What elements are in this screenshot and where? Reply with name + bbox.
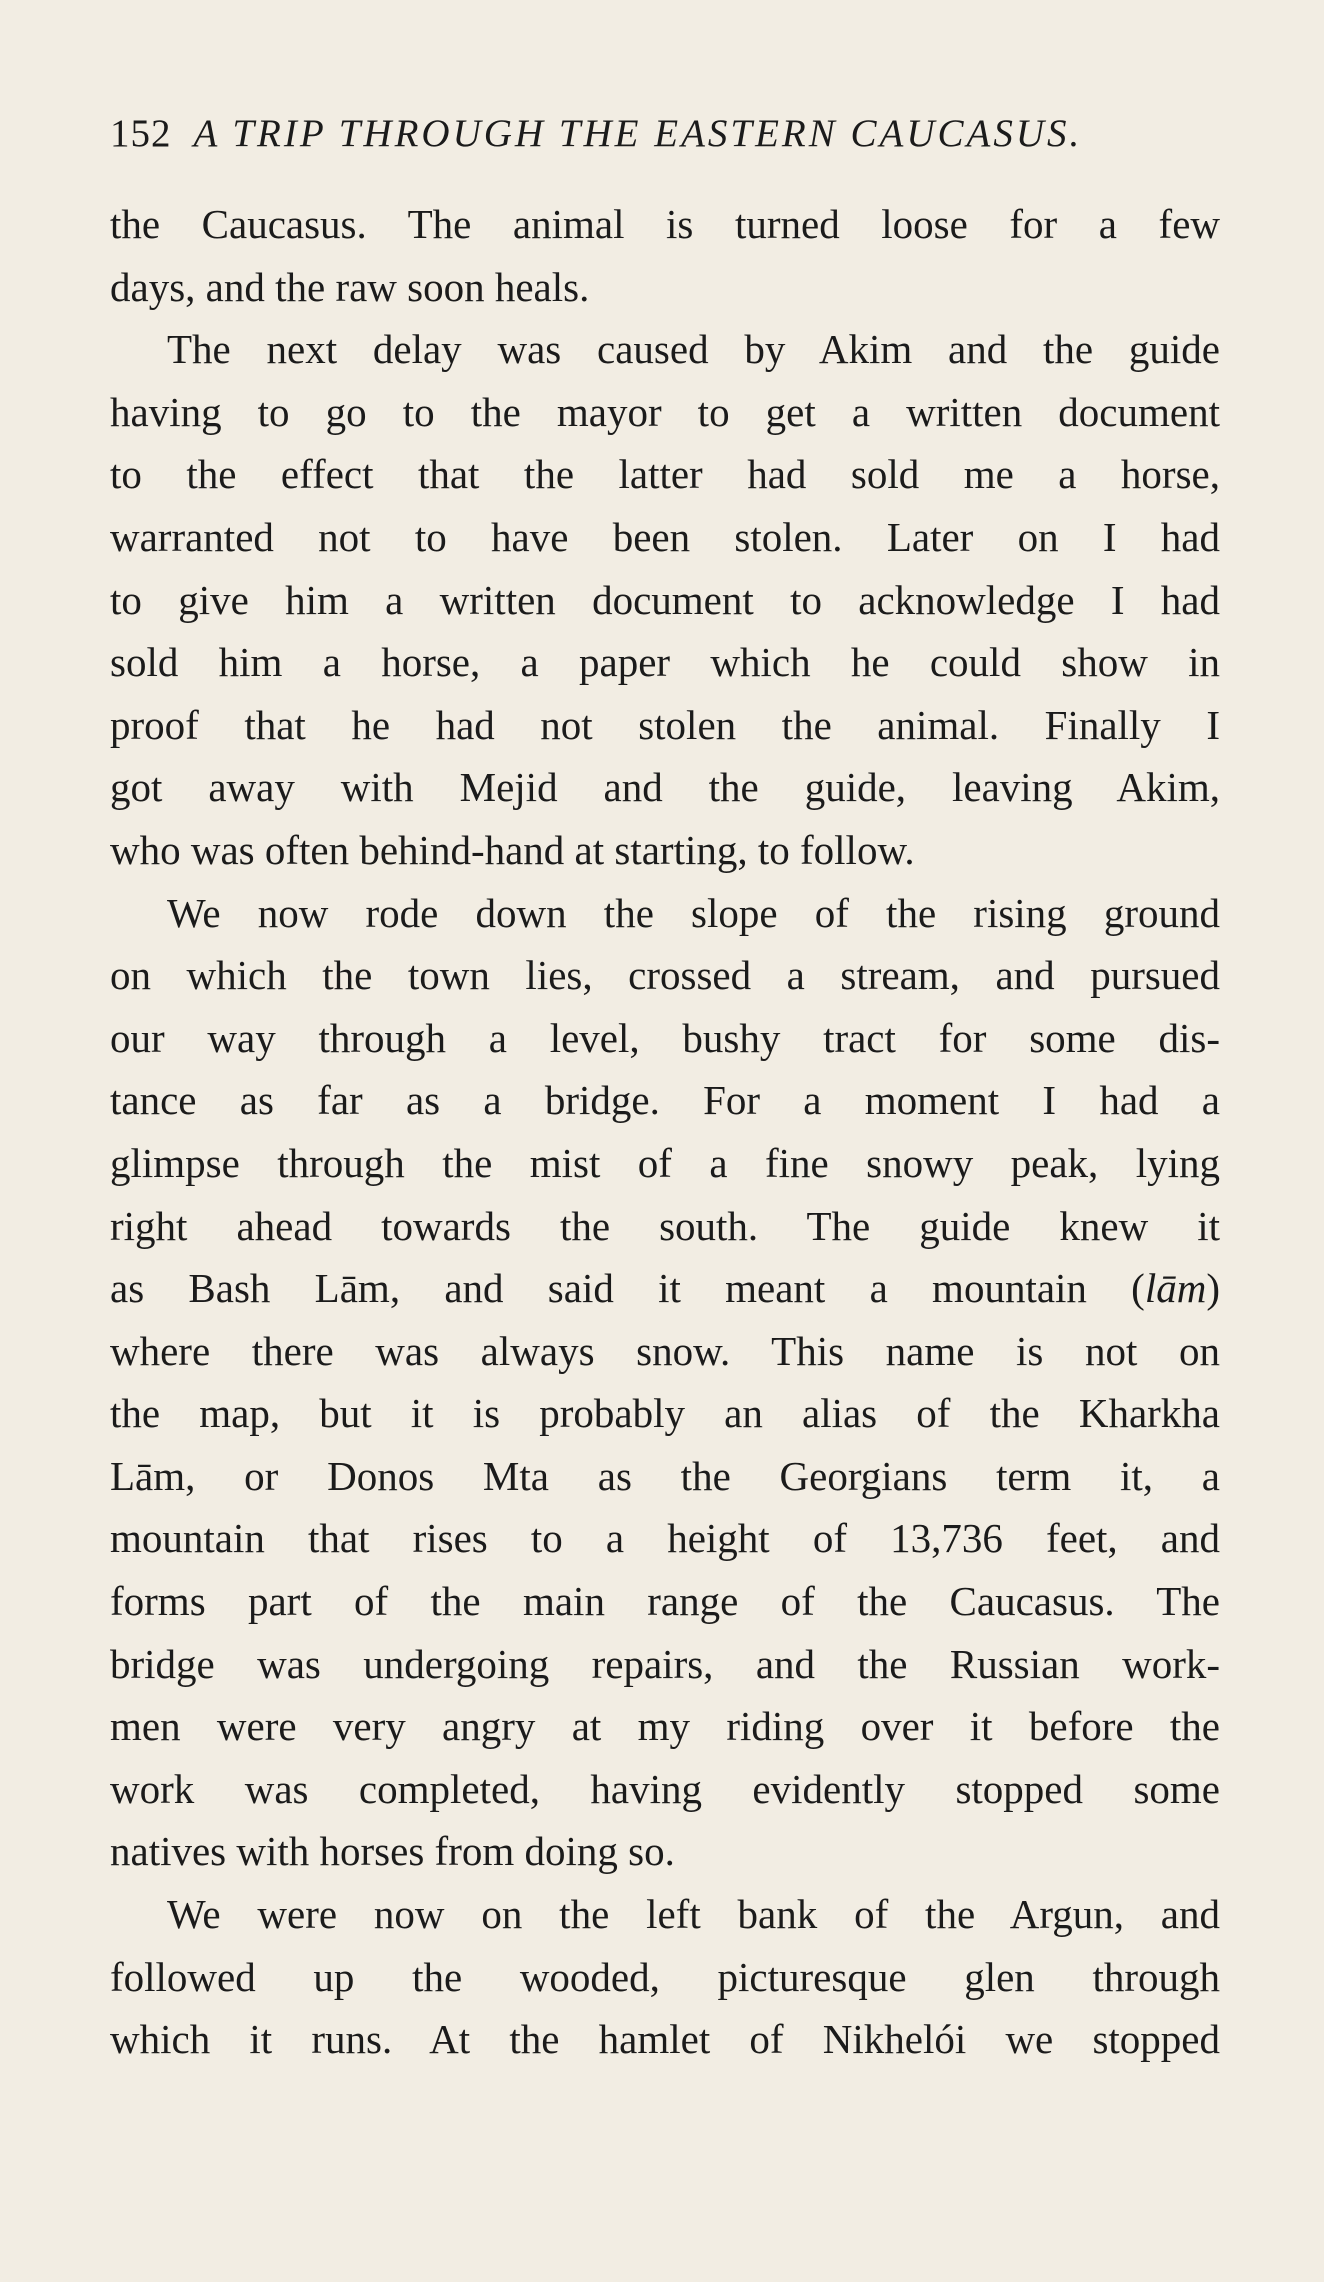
text-line: where there was always snow. This name is not on (110, 1327, 1220, 1374)
running-title: A TRIP THROUGH THE EASTERN CAUCASUS. (193, 112, 1083, 155)
paragraph-first-line: We now rode down the slope of the rising ground (167, 889, 1220, 936)
text-line: forms part of the main range of the Caucasus. The (110, 1578, 1220, 1625)
text-segment: as Bash Lām, and said it meant a mountain ( (110, 1265, 1145, 1312)
text-line: sold him a horse, a paper which he could show in (110, 639, 1220, 686)
text-line: to give him a written document to acknowledge I had (110, 576, 1220, 623)
text-line: bridge was undergoing repairs, and the Russian work- (110, 1640, 1220, 1687)
text-line: days, and the raw soon heals. (110, 263, 590, 310)
paragraph-first-line: We were now on the left bank of the Argun, and (167, 1891, 1220, 1938)
text-line: who was often behind-hand at starting, to follow. (110, 826, 915, 873)
text-line: having to go to the mayor to get a written document (110, 388, 1220, 435)
text-line: natives with horses from doing so. (110, 1828, 675, 1875)
text-line: Lām, or Donos Mta as the Georgians term it, a (110, 1452, 1220, 1499)
body-text (110, 193, 1220, 2071)
text-line: proof that he had not stolen the animal. Finally I (110, 701, 1220, 748)
text-line: men were very angry at my riding over it before the (110, 1703, 1220, 1750)
text-segment: ) (1206, 1265, 1220, 1312)
page-number: 152 (110, 112, 172, 155)
italic-term: lām (1144, 1265, 1207, 1312)
text-line: on which the town lies, crossed a stream, and pursued (110, 952, 1220, 999)
text-line: right ahead towards the south. The guide knew it (110, 1202, 1220, 1249)
text-line: our way through a level, bushy tract for some dis- (110, 1014, 1220, 1061)
text-line: which it runs. At the hamlet of Nikhelói we stopped (110, 2016, 1220, 2063)
paragraph-first-line: The next delay was caused by Akim and the guide (167, 326, 1220, 373)
text-line-with-italic (110, 1257, 1220, 1320)
text-line: glimpse through the mist of a fine snowy peak, lying (110, 1139, 1220, 1186)
text-line: the Caucasus. The animal is turned loose for a few (110, 201, 1220, 247)
text-line: warranted not to have been stolen. Later on I had (110, 513, 1220, 560)
text-line: the map, but it is probably an alias of the Kharkha (110, 1390, 1220, 1437)
text-line: tance as far as a bridge. For a moment I had a (110, 1077, 1220, 1124)
running-head (110, 104, 1230, 164)
text-line: got away with Mejid and the guide, leaving Akim, (110, 764, 1220, 811)
text-line: followed up the wooded, picturesque glen through (110, 1953, 1220, 2000)
text-line: work was completed, having evidently stopped some (110, 1765, 1220, 1812)
text-line: mountain that rises to a height of 13,736 feet, and (110, 1515, 1220, 1562)
text-line: to the effect that the latter had sold me a horse, (110, 451, 1220, 498)
